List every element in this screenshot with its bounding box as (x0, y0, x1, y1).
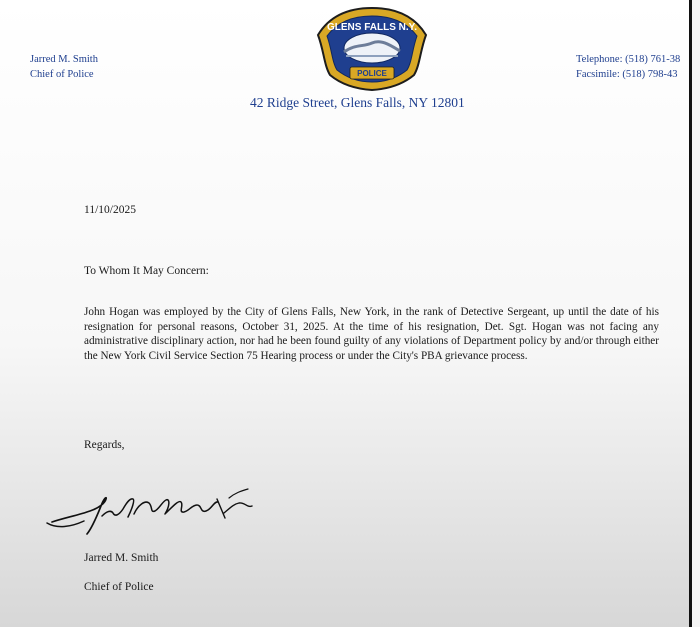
letter-date: 11/10/2025 (84, 204, 136, 216)
letterhead-address: 42 Ridge Street, Glens Falls, NY 12801 (250, 95, 465, 110)
letter-salutation: To Whom It May Concern: (84, 265, 209, 277)
telephone-number: Telephone: (518) 761-38 (576, 54, 681, 65)
badge-top-text: GLENS FALLS N.Y. (326, 22, 418, 33)
letter-closing: Regards, (84, 439, 125, 451)
chief-title: Chief of Police (30, 69, 94, 80)
chief-name: Jarred M. Smith (30, 54, 98, 65)
badge-bottom-text: POLICE (357, 69, 387, 78)
letterhead-contact (576, 52, 689, 82)
letterhead-sender (30, 52, 98, 82)
signer-name: Jarred M. Smith (84, 552, 159, 564)
police-badge-icon (310, 5, 434, 91)
signer-title: Chief of Police (84, 581, 154, 593)
facsimile-number: Facsimile: (518) 798-43 (576, 69, 678, 80)
letter-body: John Hogan was employed by the City of Glens Falls, New York, in the rank of Detective Sergeant, up until the date of his resignation for personal reasons, October 31, 2025. At the time of his resignation, Det. Sgt. Hogan was not facing any administrative disciplinary action, nor had he been found guilty of any violations of Department policy by and/or through either the New York Civil Service Section 75 Hearing process or under the City's PBA grievance process. (84, 306, 659, 362)
handwritten-signature-icon (44, 478, 259, 538)
page-right-margin (692, 0, 700, 627)
